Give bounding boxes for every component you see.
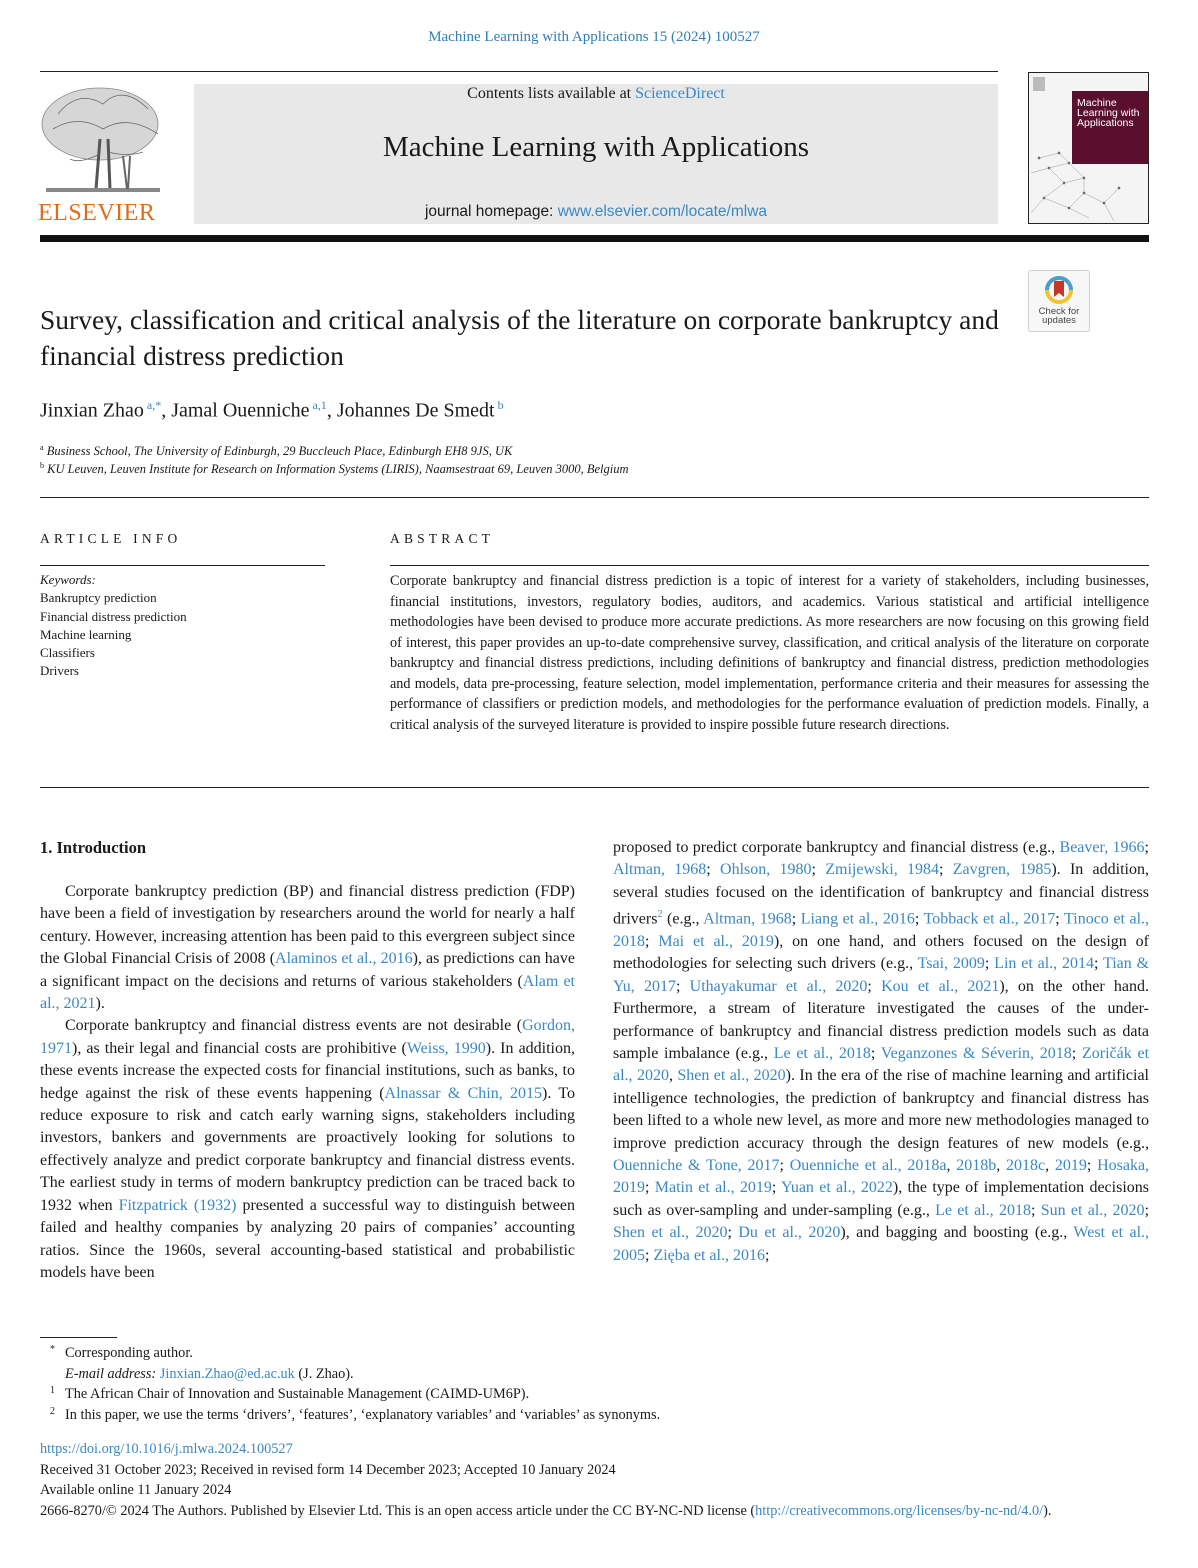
check-for-updates-label: Check for updates xyxy=(1038,306,1080,326)
citation-link[interactable]: Zavgren, 1985 xyxy=(952,861,1052,879)
citation-link[interactable]: Altman, 1968 xyxy=(703,910,792,928)
citation-link[interactable]: Gordon, 1971 xyxy=(40,1017,575,1057)
citation-link[interactable]: Le et al., 2018 xyxy=(773,1044,871,1062)
citation-link[interactable]: Ouenniche et al., 2018a xyxy=(789,1157,947,1175)
history: Received 31 October 2023; Received in revised form 14 December 2023; Accepted 10 January 2024 xyxy=(40,1461,616,1478)
citation-link[interactable]: Le et al., 2018 xyxy=(935,1201,1031,1219)
paragraph: proposed to predict corporate bankruptcy and financial distress (e.g., Beaver, 1966; Altman, 1968; Ohlson, 1980; Zmijewski, 1984; Zavgren, 1985). In addition, several studies focused on the identification of bankruptcy and financial distress drivers$^2$ (e.g., Altman, 1968; Liang et al., 2016; Tobback et al., 2017; Tinoco et al., 2018; Mai et al., 2019), on one hand, and others focused on the design of methodologies for selecting such drivers (e.g., Tsai, 2009; Lin et al., 2014; Tian & Yu, 2017; Uthayakumar et al., 2020; Kou et al., 2021), on the other hand. Furthermore, a stream of literature investigated the causes of the under-performance of bankruptcy and financial distress prediction models such as data sample imbalance (e.g., Le et al., 2018; Veganzones & Séverin, 2018; Zoričák et al., 2020, Shen et al., 2020). In the era of the rise of machine learning and artificial intelligence technologies, the prediction of bankruptcy and financial distress has been lifted to a whole new level, as more and more new methodologies managed to improve prediction accuracy through the design features of new models (e.g., Ouenniche & Tone, 2017; Ouenniche et al., 2018a, 2018b, 2018c, 2019; Hosaka, 2019; Matin et al., 2019; Yuan et al., 2022), the type of implementation decisions such as over-sampling and under-sampling (e.g., Le et al., 2018; Sun et al., 2020; Shen et al., 2020; Du et al., 2020), and bagging and boosting (e.g., West et al., 2005; Zięba et al., 2016; xyxy=(613,839,1150,1264)
available-online: Available online 11 January 2024 xyxy=(40,1482,232,1498)
affiliation-text: Business School, The University of Edinburgh, 29 Buccleuch Place, Edinburgh EH8 9JS, UK xyxy=(46,444,513,459)
keyword: Classifiers xyxy=(40,645,95,661)
citation-link[interactable]: Hosaka, 2019 xyxy=(613,1157,1150,1197)
license-suffix: ). xyxy=(1043,1502,1052,1519)
affiliation-mark: b xyxy=(40,461,44,470)
citation-link[interactable]: Liang et al., 2016 xyxy=(800,910,915,928)
footnote-rule xyxy=(40,1337,117,1338)
body-column-right xyxy=(613,837,1149,1267)
citation-link[interactable]: Shen et al., 2020 xyxy=(677,1067,786,1085)
divider xyxy=(40,497,1149,498)
citation-link[interactable]: Zięba et al., 2016 xyxy=(653,1246,765,1264)
citation-link[interactable]: Alnassar & Chin, 2015 xyxy=(384,1084,542,1102)
citation-link[interactable]: Mai et al., 2019 xyxy=(658,932,774,950)
citation-link[interactable]: Sun et al., 2020 xyxy=(1040,1201,1145,1219)
author-name[interactable]: Jamal Ouenniche xyxy=(171,399,310,422)
cover-title: Machine Learning with Applications xyxy=(1077,97,1140,129)
citation-link[interactable]: Veganzones & Séverin, 2018 xyxy=(880,1044,1072,1062)
homepage-link[interactable]: www.elsevier.com/locate/mlwa xyxy=(557,203,768,220)
license xyxy=(40,1501,1150,1522)
journal-reference[interactable]: Machine Learning with Applications 15 (2024) 100527 xyxy=(428,29,760,45)
citation-link[interactable]: Shen et al., 2020 xyxy=(613,1224,728,1242)
keyword: Financial distress prediction xyxy=(40,608,187,624)
citation-link[interactable]: Alaminos et al., 2016 xyxy=(275,950,413,968)
header-rule xyxy=(40,71,998,72)
keyword: Drivers xyxy=(40,663,79,679)
homepage-prefix: journal homepage: xyxy=(424,203,558,220)
abstract-heading: ABSTRACT xyxy=(390,531,495,546)
section-heading: 1. Introduction xyxy=(40,838,147,857)
header-thick-rule xyxy=(40,235,1149,242)
citation-link[interactable]: Uthayakumar et al., 2020 xyxy=(689,977,868,995)
article-metadata xyxy=(40,1439,1150,1521)
citation-link[interactable]: Fitzpatrick (1932) xyxy=(118,1196,237,1214)
footnote-text: The African Chair of Innovation and Sustainable Management (CAIMD-UM6P). xyxy=(65,1386,530,1402)
abstract-text: Corporate bankruptcy and financial distress prediction is a topic of interest for a variety of stakeholders, including businesses, financial institutions, investors, regulatory bodies, auditors, and academics. Various statistical and artificial intelligence methodologies have been devised to produce more accurate predictions. As more researchers are now focusing on this growing field of interest, this paper provides an up-to-date comprehensive survey, classification, and critical analysis of the literature on corporate bankruptcy and financial distress predictions, including definitions of bankruptcy and financial distress, prediction methodologies and models, data pre-processing, feature selection, model implementation, performance criteria and their measures for assessing the performance of classifiers or prediction models, and methodologies for the performance evaluation of prediction models. Finally, a critical analysis of the surveyed literature is provided to inspire possible future research directions. xyxy=(390,573,1149,733)
footnote xyxy=(50,1405,660,1426)
license-link[interactable]: http://creativecommons.org/licenses/by-nc-nd/4.0/ xyxy=(755,1502,1044,1519)
doi-link[interactable]: https://doi.org/10.1016/j.mlwa.2024.100527 xyxy=(40,1441,293,1457)
author-marks[interactable]: a,* xyxy=(146,398,162,412)
footnote xyxy=(50,1343,660,1364)
keywords-label: Keywords: xyxy=(40,572,96,587)
citation-link[interactable]: Kou et al., 2021 xyxy=(881,977,1000,995)
citation-link[interactable]: Zoričák et al., 2020 xyxy=(613,1044,1150,1085)
footnote-mark: 2 xyxy=(50,1405,55,1417)
footnote-text: Corresponding author. xyxy=(65,1345,193,1361)
author-marks[interactable]: a,1 xyxy=(312,398,327,412)
citation-link[interactable]: Matin et al., 2019 xyxy=(654,1179,772,1197)
footnote xyxy=(50,1364,660,1385)
divider xyxy=(40,787,1149,788)
bookmark-ribbon-icon xyxy=(1044,275,1074,305)
author-name[interactable]: Jinxian Zhao xyxy=(40,399,144,422)
footnote-ref[interactable]: 2 xyxy=(657,909,663,921)
citation-link[interactable]: 2019 xyxy=(1054,1157,1087,1175)
citation-link[interactable]: Ohlson, 1980 xyxy=(720,861,812,879)
footnotes xyxy=(50,1343,660,1425)
citation-link[interactable]: Du et al., 2020 xyxy=(738,1224,841,1242)
article-title: Survey, classification and critical analysis of the literature on corporate bankruptcy and financial distress prediction xyxy=(40,304,999,371)
keywords-block xyxy=(40,571,187,681)
citation-link[interactable]: Alam et al., 2021 xyxy=(40,972,576,1013)
footnote-mark: 1 xyxy=(50,1385,55,1396)
journal-name: Machine Learning with Applications xyxy=(382,131,810,163)
homepage-line xyxy=(194,203,998,221)
license-text: 2666-8270/© 2024 The Authors. Published by Elsevier Ltd. This is an open access article under the CC BY-NC-ND license ( xyxy=(40,1502,756,1519)
paragraph: Corporate bankruptcy prediction (BP) and financial distress prediction (FDP) have been a field of investigation by researchers around the world for nearly a half century. However, increasing attention has been paid to this evergreen subject since the Global Financial Crisis of 2008 (Alaminos et al., 2016), as predictions can have a significant impact on the decisions and returns of various stakeholders (Alam et al., 2021). xyxy=(40,883,576,1013)
email-suffix: (J. Zhao). xyxy=(294,1365,354,1382)
email-label: E-mail address: xyxy=(65,1365,160,1382)
citation-link[interactable]: Tian & Yu, 2017 xyxy=(613,955,1150,995)
article-info-heading: ARTICLE INFO xyxy=(40,531,182,546)
citation-link[interactable]: 2018c xyxy=(1005,1157,1046,1175)
citation-link[interactable]: Altman, 1968 xyxy=(613,861,707,879)
affiliation xyxy=(40,443,512,459)
citation-link[interactable]: Ouenniche & Tone, 2017 xyxy=(613,1157,780,1175)
affiliation-mark: a xyxy=(40,443,44,452)
keyword: Machine learning xyxy=(40,626,132,642)
body-column-left xyxy=(40,881,575,1284)
citation-link[interactable]: Zmijewski, 1984 xyxy=(825,861,939,879)
citation-link[interactable]: Tobback et al., 2017 xyxy=(923,910,1056,928)
citation-link[interactable]: 2018b xyxy=(956,1157,997,1175)
email-link[interactable]: Jinxian.Zhao@ed.ac.uk xyxy=(159,1365,295,1382)
citation-link[interactable]: Weiss, 1990 xyxy=(406,1039,486,1057)
citation-link[interactable]: West et al., 2005 xyxy=(613,1224,1150,1264)
footnote-mark: * xyxy=(50,1344,55,1355)
footnote-text: In this paper, we use the terms ‘drivers’, ‘features’, ‘explanatory variables’ and ‘variables’ as synonyms. xyxy=(65,1406,661,1423)
sciencedirect-link[interactable]: ScienceDirect xyxy=(635,85,725,102)
divider xyxy=(40,565,325,566)
footnote xyxy=(50,1384,660,1405)
keyword: Bankruptcy prediction xyxy=(40,590,157,606)
citation-link[interactable]: Beaver, 1966 xyxy=(1059,839,1145,856)
citation-link[interactable]: Tinoco et al., 2018 xyxy=(613,910,1150,950)
author-name[interactable]: Johannes De Smedt xyxy=(336,399,495,422)
citation-link[interactable]: Lin et al., 2014 xyxy=(994,955,1094,973)
citation-link[interactable]: Yuan et al., 2022 xyxy=(781,1179,893,1197)
check-for-updates-button[interactable] xyxy=(1028,270,1090,332)
divider xyxy=(390,565,1149,566)
affiliation xyxy=(40,461,629,477)
paragraph: Corporate bankruptcy and financial distress events are not desirable (Gordon, 1971), as their legal and financial costs are prohibitive (Weiss, 1990). In addition, these events increase the expected costs for financial institutions, such as banks, to hedge against the risk of these events happening (Alnassar & Chin, 2015). To reduce exposure to risk and catch early warning signs, stakeholders including investors, bankers and governments are proactively looking for solutions to effectively analyze and predict corporate bankruptcy and financial distress events. The earliest study in terms of modern bankruptcy prediction can be traced back to 1932 when Fitzpatrick (1932) presented a successful way to distinguish between failed and healthy companies by analyzing 20 pairs of companies’ accounting ratios. Since the 1960s, several accounting-based statistical and probabilistic models have been xyxy=(40,1017,576,1281)
citation-link[interactable]: Tsai, 2009 xyxy=(917,955,985,973)
journal-cover-image[interactable] xyxy=(1028,72,1149,224)
affiliation-text: KU Leuven, Leuven Institute for Research on Information Systems (LIRIS), Naamsestraat 69, Leuven 3000, Belgium xyxy=(47,462,629,477)
author-marks[interactable]: b xyxy=(497,398,504,412)
author-list: Jinxian Zhao $^{a,*}$, Jamal Ouenniche $^{a,1}$, Johannes De Smedt $^b$ xyxy=(40,398,504,422)
contents-line xyxy=(194,85,998,103)
elsevier-logo-text: ELSEVIER xyxy=(38,200,156,226)
contents-prefix: Contents lists available at xyxy=(467,85,636,102)
